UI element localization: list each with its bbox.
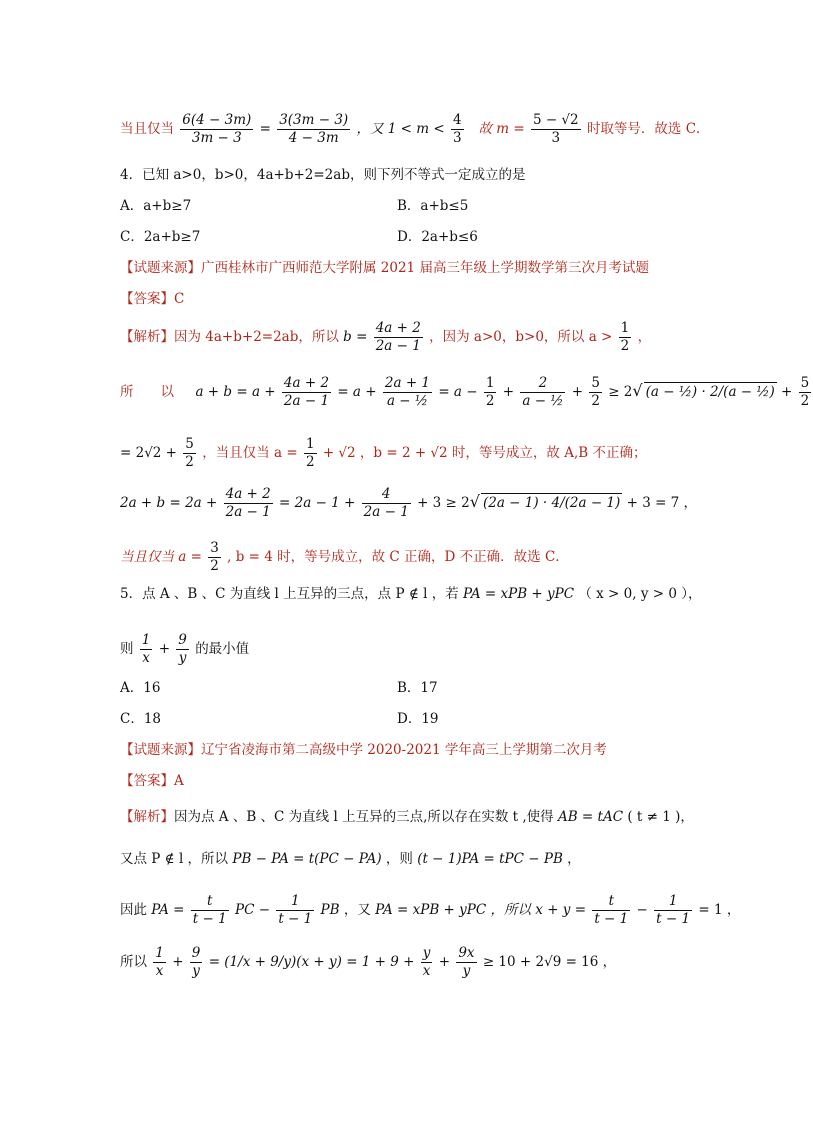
text: 当且仅当 a =: [120, 549, 202, 565]
numerator: 1: [155, 945, 164, 961]
denominator: x: [155, 963, 164, 979]
q5-analysis-line-3: [120, 893, 740, 928]
denominator: t − 1: [278, 911, 313, 927]
analysis-tag: 【解析】: [120, 809, 174, 825]
fraction: [531, 112, 581, 147]
text: ，又: [343, 902, 371, 918]
text: a + b = a +: [195, 384, 276, 400]
vector-equation: AB = tAC: [557, 809, 624, 825]
q4-answer: [120, 290, 184, 308]
fraction: [224, 486, 273, 521]
fraction: [799, 375, 812, 410]
denominator: 2: [210, 558, 219, 574]
fraction: [362, 486, 411, 521]
fraction: [140, 632, 153, 667]
denominator: 2a − 1: [225, 504, 271, 520]
fraction: [190, 945, 203, 980]
fraction: [592, 893, 630, 928]
denominator: 2: [485, 393, 495, 409]
fraction: [304, 436, 317, 471]
numerator: 9: [178, 632, 187, 648]
text: 所以: [120, 954, 147, 970]
numerator: 1: [141, 632, 151, 648]
text: + 3 = 7 ，: [626, 495, 698, 511]
text: = 2a − 1 +: [279, 495, 356, 511]
numerator: 3(3m − 3): [279, 112, 349, 128]
text: ，因为 a>0，b>0，所以 a >: [429, 329, 613, 345]
text: 2a + b = 2a +: [120, 495, 218, 511]
text: （ x > 0, y > 0 ），: [578, 586, 702, 602]
fraction: [520, 375, 565, 410]
denominator: 2a − 1: [363, 504, 409, 520]
denominator: 2a − 1: [375, 338, 421, 354]
numerator: 1: [620, 320, 630, 336]
fraction: [180, 112, 253, 147]
q5-answer: [120, 772, 184, 790]
numerator: 1: [485, 375, 495, 391]
radicand: (2a − 1) · 4/(2a − 1): [482, 495, 621, 511]
text: 因此: [120, 902, 147, 918]
q5-analysis-line-2: [120, 850, 581, 868]
vector-equation: PA = xPB + yPC: [463, 586, 575, 602]
text: 故 m =: [478, 121, 525, 137]
denominator: 3: [452, 130, 462, 146]
answer-value: C: [174, 291, 185, 307]
text: = 2√2 +: [120, 445, 177, 461]
answer-value: A: [174, 773, 184, 789]
numerator: 1: [654, 893, 692, 911]
fraction: [654, 893, 692, 928]
text: +: [781, 384, 793, 400]
q4-analysis-line-2: 所 以 a + b = a + $\frac{4a + 2}{2a - 1}$ = a + $\frac{2a + 1}{\text{a − ½}}$ = a − $\frac{1}{2}$ + $\frac{2}{\text{a − ½}}$ + $\frac{5}{2}$ ≥ 2√ (a − ½) · 2/(a − ½) + $\frac{5}{2}$: [120, 375, 810, 409]
text: ，: [567, 851, 581, 867]
denominator: 2: [800, 393, 810, 409]
denominator: y: [192, 963, 200, 979]
text: ≥ 2: [608, 384, 633, 400]
numerator: t: [592, 893, 630, 911]
text: +: [502, 384, 515, 400]
numerator: 4a + 2: [225, 486, 271, 502]
q4-analysis-line-3: [120, 436, 646, 471]
denominator: 2a − 1: [283, 393, 330, 409]
source-text: 辽宁省凌海市第二高级中学 2020-2021 学年高三上学期第二次月考: [201, 742, 607, 758]
numerator: y: [422, 945, 431, 961]
numerator: 4a + 2: [375, 320, 421, 336]
vector-equation: PB − PA = t(PC − PA): [232, 851, 382, 867]
q4-option-a: A．a+b≥7: [120, 198, 192, 214]
q4-option-b: B．a+b≤5: [397, 198, 469, 214]
denominator: 4 − 3m: [288, 130, 339, 146]
numerator: 1: [305, 436, 315, 452]
denominator: x: [142, 650, 150, 666]
fraction: [277, 112, 350, 147]
denominator: a − ½: [386, 393, 428, 409]
text: +: [438, 954, 451, 970]
denominator: t − 1: [192, 911, 227, 927]
denominator: 2: [591, 393, 600, 409]
top-equality-line: 当且仅当 $\frac{6(4 - 3m)}{3m - 3}$ = $\frac{3(3m - 3)}{4 - 3m}$ ，又 1 < m < $\frac{4}{3}$ 故 m = $\frac{5 - √2}{3}$ 时取等号．故选 C．: [120, 112, 710, 146]
question-4-stem: 4．已知 a>0，b>0，4a+b+2=2ab，则下列不等式一定成立的是: [120, 167, 526, 183]
answer-tag: 【答案】: [120, 773, 174, 789]
text: 所 以: [120, 384, 174, 400]
text: +: [571, 384, 584, 400]
q4-source: [120, 259, 649, 277]
text: ，所以 x + y =: [490, 902, 587, 918]
numerator: 2: [520, 375, 565, 393]
numerator: 9: [191, 945, 201, 961]
q4-analysis-line-4: 2a + b = 2a + $\frac{4a + 2}{2a - 1}$ = 2a − 1 + $\frac{4}{2a - 1}$ + 3 ≥ 2√ (2a − 1) · 4/(2a − 1) + 3 = 7 ，: [120, 486, 698, 520]
denominator: 3m − 3: [191, 130, 242, 146]
text: + √2 ，b = 2 + √2 时，等号成立，故 A,B 不正确；: [322, 445, 647, 461]
numerator: 9x: [458, 945, 475, 961]
denominator: y: [462, 963, 471, 979]
q4-analysis-line-1: [120, 320, 651, 355]
fraction: [383, 375, 432, 410]
answer-tag: 【答案】: [120, 291, 174, 307]
fraction: [484, 375, 497, 410]
numerator: 5: [185, 436, 194, 452]
numerator: 6(4 − 3m): [182, 112, 252, 128]
fraction: [619, 320, 632, 355]
fraction: [451, 112, 464, 147]
q5-analysis-line-1: [120, 808, 694, 826]
numerator: t: [191, 893, 229, 911]
text: , b = 4 时，等号成立，故 C 正确，D 不正确．故选 C．: [227, 549, 569, 565]
text: b =: [343, 329, 368, 345]
numerator: 5 − √2: [532, 112, 579, 128]
q4-option-c: C．2a+b≥7: [120, 229, 201, 245]
numerator: 3: [210, 540, 219, 556]
fraction: [176, 632, 189, 667]
denominator: 2: [305, 454, 315, 470]
question-5-stem-2: [120, 632, 249, 667]
numerator: 4: [362, 486, 411, 504]
text: ，当且仅当 a =: [202, 445, 298, 461]
text: PC −: [235, 902, 271, 918]
text: ≥ 10 + 2√9 = 16 ，: [482, 954, 617, 970]
denominator: 2: [185, 454, 194, 470]
denominator: 2: [620, 338, 630, 354]
q5-analysis-line-4: [120, 945, 616, 980]
q5-option-d: D．19: [397, 711, 439, 727]
fraction: [282, 375, 331, 410]
text: PB: [320, 902, 340, 918]
denominator: x: [422, 963, 431, 979]
source-tag: 【试题来源】: [120, 260, 201, 276]
q4-analysis-line-5: [120, 540, 569, 575]
text: ，: [637, 329, 652, 345]
radicand: (a − ½) · 2/(a − ½): [645, 384, 775, 400]
text: 因为点 A 、B 、C 为直线 l 上互异的三点,所以存在实数 t ,使得: [174, 809, 554, 825]
vector-equation: PA = xPB + yPC: [375, 902, 487, 918]
fraction: [421, 945, 433, 980]
text: ，则: [385, 851, 413, 867]
text: 的最小值: [195, 641, 250, 657]
source-text: 广西桂林市广西师范大学附属 2021 届高三年级上学期数学第三次月考试题: [201, 260, 649, 276]
fraction: [208, 540, 221, 575]
q5-option-a: A．16: [120, 680, 161, 696]
fraction: [589, 375, 602, 410]
denominator: 3: [551, 130, 561, 146]
fraction: [374, 320, 423, 355]
numerator: 5: [591, 375, 600, 391]
text: = a −: [438, 384, 478, 400]
numerator: 1: [276, 893, 314, 911]
q4-option-d: D．2a+b≤6: [397, 229, 478, 245]
text: +: [172, 954, 184, 970]
numerator: 5: [800, 375, 810, 391]
text: = a +: [337, 384, 377, 400]
q5-source: [120, 741, 607, 759]
text: ( t ≠ 1 )，: [627, 809, 694, 825]
text: = (1/x + 9/y)(x + y) = 1 + 9 +: [208, 954, 415, 970]
fraction: [153, 945, 166, 980]
text: + 3 ≥ 2: [417, 495, 470, 511]
fraction: [276, 893, 314, 928]
q5-option-b: B．17: [397, 680, 438, 696]
question-5-stem: [120, 585, 701, 603]
numerator: 4: [452, 112, 462, 128]
numerator: 4a + 2: [283, 375, 330, 391]
analysis-tag: 【解析】: [120, 329, 174, 345]
denominator: t − 1: [656, 911, 691, 927]
text: 则: [120, 641, 134, 657]
denominator: y: [178, 650, 187, 666]
fraction: [183, 436, 196, 471]
text: = 1 ，: [698, 902, 741, 918]
text: −: [636, 902, 648, 918]
text: +: [158, 641, 170, 657]
vector-equation: (t − 1)PA = tPC − PB: [417, 851, 563, 867]
source-tag: 【试题来源】: [120, 742, 201, 758]
text: ，又 1 < m <: [356, 121, 445, 137]
fraction: [191, 893, 229, 928]
q5-option-c: C．18: [120, 711, 162, 727]
text: 5．点 A 、B 、C 为直线 l 上互异的三点，点 P ∉ l ，若: [120, 586, 459, 602]
text: 又点 P ∉ l ，所以: [120, 851, 229, 867]
text: 时取等号．故选 C．: [586, 121, 710, 137]
denominator: a − ½: [522, 393, 564, 409]
denominator: t − 1: [594, 911, 629, 927]
text: 因为 4a+b+2=2ab，所以: [174, 329, 339, 345]
fraction: [456, 945, 476, 980]
text: 当且仅当: [120, 121, 174, 137]
numerator: 2a + 1: [384, 375, 431, 391]
text: PA =: [151, 902, 185, 918]
